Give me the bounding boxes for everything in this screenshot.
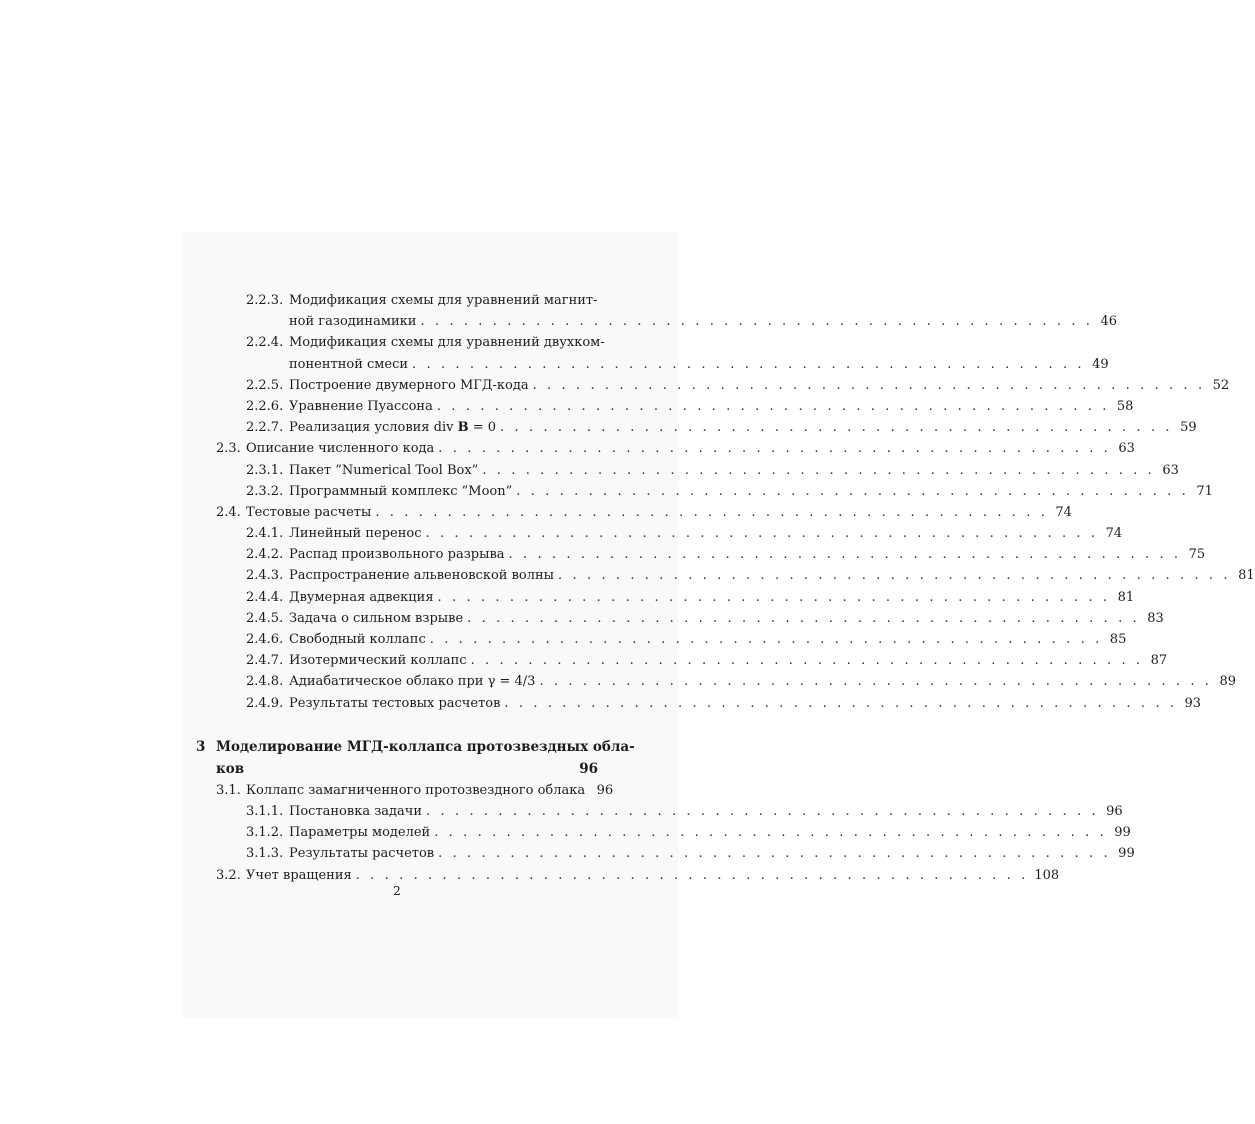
chapter-title-line: Моделирование МГД-коллапса протозвездных обла- bbox=[216, 738, 635, 755]
toc-number: 2.2.4. bbox=[246, 335, 284, 351]
chapter-spacer bbox=[0, 714, 795, 736]
toc-entry-3-1-2 bbox=[0, 822, 1131, 843]
toc-title-prefix: Реализация условия div bbox=[289, 420, 458, 436]
toc-title-line: Модификация схемы для уравнений двухком- bbox=[289, 335, 605, 351]
leader-dots: . . . . . . . . . . . . . . . . . . . . . . . . . . . . . . . . . . . . . . . . . . . . . . . bbox=[429, 632, 1103, 647]
toc-page: 81 bbox=[1117, 589, 1135, 605]
toc-entry-2-2-4-line1 bbox=[0, 332, 795, 353]
toc-title: Параметры моделей bbox=[289, 825, 431, 841]
toc-title: Адиабатическое облако при γ = 4/3 bbox=[289, 674, 536, 690]
toc-page: 85 bbox=[1109, 632, 1127, 647]
toc-number: 3.1.3. bbox=[246, 846, 284, 862]
toc-page: 52 bbox=[1212, 377, 1230, 393]
toc-page: 63 bbox=[1118, 441, 1135, 457]
toc-entry-2-4 bbox=[0, 502, 1072, 523]
toc-chapter-3-line1 bbox=[0, 736, 795, 758]
toc-page: 89 bbox=[1219, 674, 1237, 690]
toc-page: 87 bbox=[1150, 653, 1168, 669]
toc-page: 81 bbox=[1238, 568, 1255, 584]
vector-b-symbol: B bbox=[457, 420, 469, 436]
leader-dots: . . . . . . . . . . . . . . . . . . . . . . . . . . . . . . . . . . . . . . . . . . . . . . . bbox=[539, 674, 1213, 690]
leader-dots: . . . . . . . . . . . . . . . . . . . . . . . . . . . . . . . . . . . . . . . . . . . . . . . bbox=[470, 653, 1144, 669]
leader-dots: . . . . . . . . . . . . . . . . . . . . . . . . . . . . . . . . . . . . . . . . . . . . . . . bbox=[532, 377, 1206, 393]
toc-entry-2-4-4 bbox=[0, 587, 1135, 608]
leader-dots: . . . . . . . . . . . . . . . . . . . . . . . . . . . . . . . . . . . . . . . . . . . . . . . bbox=[425, 526, 1099, 542]
leader-dots: . . . . . . . . . . . . . . . . . . . . . . . . . . . . . . . . . . . . . . . . . . . . . . . bbox=[436, 398, 1110, 414]
toc-number: 3.1.1. bbox=[246, 803, 284, 819]
toc-number: 2.4.7. bbox=[246, 653, 284, 669]
toc-page: 75 bbox=[1188, 547, 1206, 563]
toc-title: Уравнение Пуассона bbox=[289, 398, 433, 414]
toc-number: 2.2.6. bbox=[246, 398, 284, 414]
toc-entry-2-4-2 bbox=[0, 544, 1206, 565]
toc-entry-2-2-3-line1 bbox=[0, 290, 795, 311]
toc-entry-3-1-3 bbox=[0, 843, 1135, 864]
toc-number: 2.4.5. bbox=[246, 610, 284, 626]
toc-page: 46 bbox=[1100, 314, 1118, 330]
toc-number: 2.4.3. bbox=[246, 568, 284, 584]
toc-number: 2.3. bbox=[216, 441, 241, 457]
toc-entry-2-3-2 bbox=[0, 481, 1213, 502]
leader-dots: . . . . . . . . . . . . . . . . . . . . . . . . . . . . . . . . . . . . . . . . . . . . . . . bbox=[500, 420, 1173, 436]
toc-entry-2-4-5 bbox=[0, 608, 1164, 629]
leader-dots: . . . . . . . . . . . . . . . . . . . . . . . . . . . . . . . . . . . . . . . . . . . . . . . bbox=[482, 462, 1155, 478]
toc-page: 71 bbox=[1196, 483, 1213, 499]
toc-title: Распад произвольного разрыва bbox=[289, 547, 505, 563]
toc-page: 49 bbox=[1092, 356, 1109, 372]
toc-page: 96 bbox=[1106, 803, 1123, 819]
toc-number: 2.4.9. bbox=[246, 695, 284, 711]
toc-entry-3-2 bbox=[0, 865, 1060, 886]
toc-entry-2-4-7 bbox=[0, 650, 1168, 671]
toc-title: Задача о сильном взрыве bbox=[289, 610, 464, 626]
leader-dots: . . . . . . . . . . . . . . . . . . . . . . . . . . . . . . . . . . . . . . . . . . . . . . . bbox=[438, 441, 1111, 457]
toc-number: 2.4.1. bbox=[246, 526, 284, 542]
leader-dots: . . . . . . . . . . . . . . . . . . . . . . . . . . . . . . . . . . . . . . . . . . . . . . . bbox=[420, 314, 1094, 330]
toc-title: Описание численного кода bbox=[246, 441, 435, 457]
leader-dots: . . . . . . . . . . . . . . . . . . . . . . . . . . . . . . . . . . . . . . . . . . . . . . . bbox=[437, 589, 1111, 605]
toc-page: 108 bbox=[1034, 867, 1060, 883]
toc-number: 2.2.7. bbox=[246, 420, 284, 436]
toc-title-suffix: = 0 bbox=[468, 420, 497, 436]
toc-title: Пакет ”Numerical Tool Box” bbox=[289, 462, 479, 478]
toc-number: 2.4. bbox=[216, 504, 241, 520]
toc-entry-2-4-8 bbox=[0, 671, 1237, 692]
toc-title: Распространение альвеновской волны bbox=[289, 568, 555, 584]
toc-page: 74 bbox=[1055, 504, 1072, 520]
leader-dots: . . . . . . . . . . . . . . . . . . . . . . . . . . . . . . . . . . . . . . . . . . . . . . . bbox=[412, 356, 1085, 372]
leader-dots: . . . . . . . . . . . . . . . . . . . . . . . . . . . . . . . . . . . . . . . . . . . . . . . bbox=[375, 504, 1048, 520]
leader-dots: . . . . . . . . . . . . . . . . . . . . . . . . . . . . . . . . . . . . . . . . . . . . . . . bbox=[438, 846, 1111, 862]
toc-title: Линейный перенос bbox=[289, 526, 422, 542]
toc-title: Тестовые расчеты bbox=[246, 504, 372, 520]
leader-dots: . . . . . . . . . . . . . . . . . . . . . . . . . . . . . . . . . . . . . . . . . . . . . . . bbox=[355, 867, 1029, 883]
toc-entry-3-1-1 bbox=[0, 801, 1123, 822]
toc-entry-2-3-1 bbox=[0, 460, 1179, 481]
toc-title: Учет вращения bbox=[246, 867, 352, 883]
leader-dots: . . . . . . . . . . . . . . . . . . . . . . . . . . . . . . . . . . . . . . . . . . . . . . . bbox=[434, 825, 1107, 841]
toc-page: 93 bbox=[1184, 695, 1202, 711]
toc-number: 2.4.6. bbox=[246, 632, 284, 647]
chapter-number: 3 bbox=[196, 738, 206, 755]
toc-title: Коллапс замагниченного протозвездного облака bbox=[246, 782, 586, 798]
toc-title: понентной смеси bbox=[289, 356, 409, 372]
toc-page: 63 bbox=[1162, 462, 1179, 478]
toc-number: 2.2.5. bbox=[246, 377, 284, 393]
toc-title: Программный комплекс ”Moon” bbox=[289, 483, 513, 499]
table-of-contents bbox=[0, 290, 1255, 886]
leader-dots: . . . . . . . . . . . . . . . . . . . . . . . . . . . . . . . . . . . . . . . . . . . . . . . bbox=[508, 547, 1182, 563]
toc-page: 58 bbox=[1116, 398, 1134, 414]
toc-title-line: Модификация схемы для уравнений магнит- bbox=[289, 293, 598, 308]
toc-title: Двумерная адвекция bbox=[289, 589, 434, 605]
toc-entry-2-2-6 bbox=[0, 396, 1134, 417]
toc-number: 2.4.4. bbox=[246, 589, 284, 605]
toc-entry-2-2-5 bbox=[0, 375, 1230, 396]
toc-number: 2.3.1. bbox=[246, 462, 284, 478]
toc-entry-2-2-7 bbox=[0, 417, 1197, 438]
toc-title: Результаты тестовых расчетов bbox=[289, 695, 501, 711]
toc-page: 74 bbox=[1105, 526, 1123, 542]
toc-title bbox=[289, 417, 500, 438]
toc-page: 59 bbox=[1180, 420, 1197, 436]
toc-number: 2.2.3. bbox=[246, 293, 284, 308]
toc-page: 83 bbox=[1147, 610, 1164, 626]
toc-entry-3-1 bbox=[0, 780, 795, 801]
chapter-page: 96 bbox=[579, 760, 598, 777]
toc-entry-2-4-3 bbox=[0, 565, 1255, 586]
toc-number: 2.4.2. bbox=[246, 547, 284, 563]
toc-entry-2-4-6 bbox=[0, 629, 1127, 650]
toc-number: 2.4.8. bbox=[246, 674, 284, 690]
toc-number: 3.1. bbox=[216, 782, 241, 798]
chapter-title-line: ков bbox=[216, 760, 245, 777]
toc-page: 99 bbox=[1114, 825, 1131, 841]
leader-dots: . . . . . . . . . . . . . . . . . . . . . . . . . . . . . . . . . . . . . . . . . . . . . . . bbox=[426, 803, 1099, 819]
toc-title: ной газодинамики bbox=[289, 314, 417, 330]
page-number: 2 bbox=[393, 884, 401, 898]
toc-page: 96 bbox=[596, 782, 614, 798]
toc-chapter-3-line2 bbox=[0, 758, 795, 780]
toc-title: Постановка задачи bbox=[289, 803, 423, 819]
toc-entry-2-2-4 bbox=[0, 354, 1109, 375]
leader-dots: . . . . . . . . . . . . . . . . . . . . . . . . . . . . . . . . . . . . . . . . . . . . . . . bbox=[504, 695, 1178, 711]
toc-title: Построение двумерного МГД-кода bbox=[289, 377, 529, 393]
toc-entry-2-2-3 bbox=[0, 311, 1118, 332]
toc-entry-2-4-1 bbox=[0, 523, 1123, 544]
toc-page: 99 bbox=[1118, 846, 1135, 862]
leader-dots: . . . . . . . . . . . . . . . . . . . . . . . . . . . . . . . . . . . . . . . . . . . . . . . bbox=[516, 483, 1189, 499]
toc-entry-2-4-9 bbox=[0, 693, 1202, 714]
toc-title: Изотермический коллапс bbox=[289, 653, 467, 669]
toc-number: 3.2. bbox=[216, 867, 241, 883]
toc-number: 3.1.2. bbox=[246, 825, 284, 841]
leader-dots: . . . . . . . . . . . . . . . . . . . . . . . . . . . . . . . . . . . . . . . . . . . . . . . bbox=[467, 610, 1140, 626]
toc-title: Результаты расчетов bbox=[289, 846, 435, 862]
toc-entry-2-3 bbox=[0, 438, 1135, 459]
toc-number: 2.3.2. bbox=[246, 483, 284, 499]
leader-dots: . . . . . . . . . . . . . . . . . . . . . . . . . . . . . . . . . . . . . . . . . . . . . . . bbox=[558, 568, 1231, 584]
toc-title: Свободный коллапс bbox=[289, 632, 426, 647]
